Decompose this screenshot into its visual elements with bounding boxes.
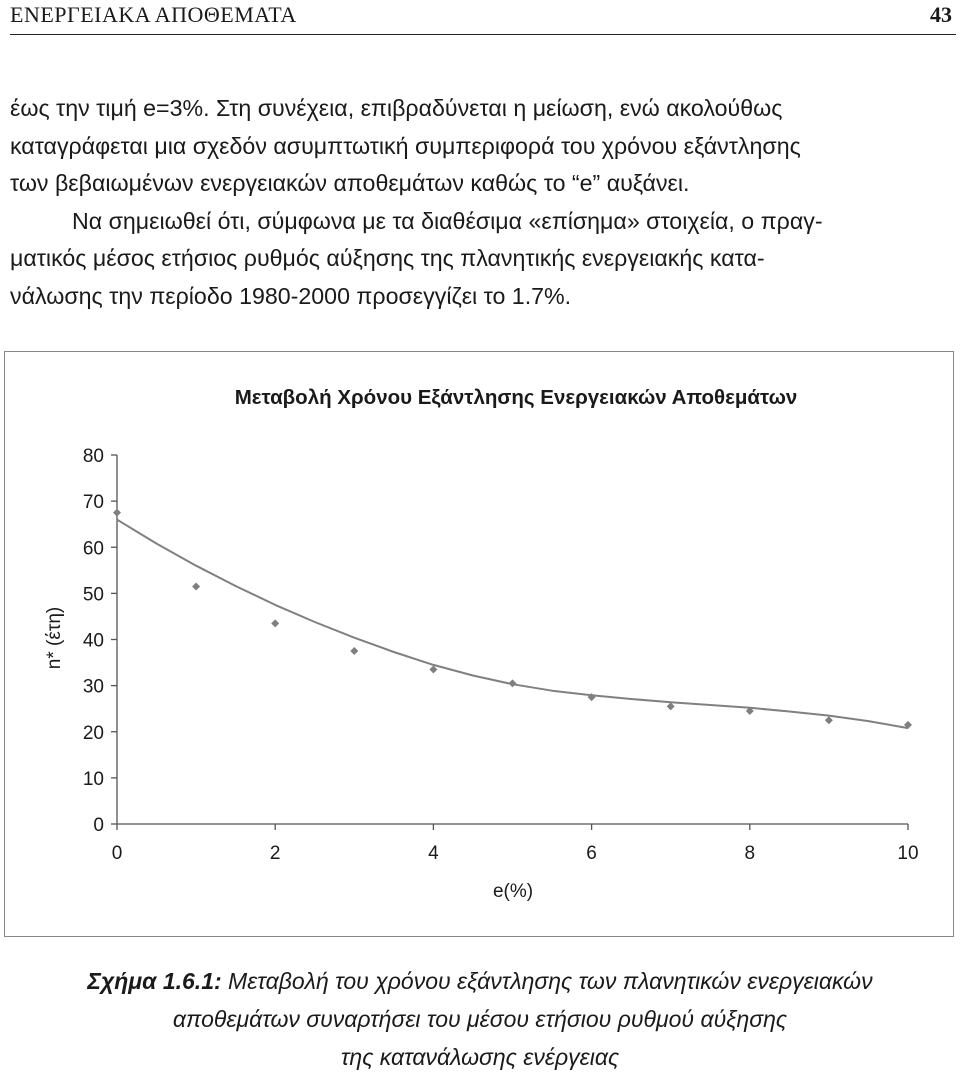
x-axis-label: e(%) (492, 881, 534, 902)
x-tick-label: 4 (428, 843, 439, 864)
figure-caption (0, 962, 960, 1076)
y-tick-label: 30 (82, 676, 104, 698)
caption-label: Σχήμα 1.6.1: (87, 968, 222, 994)
x-tick-label: 10 (897, 843, 919, 864)
text-line: Να σημειωθεί ότι, σύμφωνα με τα διαθέσιμα «επίσημα» στοιχεία, ο πραγ- (72, 207, 823, 234)
x-tick-label: 8 (744, 843, 756, 864)
chapter-title: ΕΝΕΡΓΕΙΑΚΑ ΑΠΟΘΕΜΑΤΑ (10, 2, 297, 27)
trend-line (117, 520, 908, 729)
text-line: των βεβαιωμένων ενεργειακών αποθεμάτων καθώς το “e” αυξάνει. (10, 170, 690, 197)
x-tick-label: 6 (586, 843, 597, 864)
data-point (113, 509, 121, 517)
page-number: 43 (930, 2, 952, 27)
data-point (271, 619, 279, 627)
text-line: ματικός μέσος ετήσιος ρυθμός αύξησης της πλανητικής ενεργειακής κατα- (10, 245, 765, 272)
y-tick-label: 80 (82, 446, 104, 467)
y-tick-label: 70 (82, 492, 104, 514)
y-tick-label: 0 (93, 815, 104, 836)
y-tick-label: 50 (82, 584, 104, 606)
text-line: καταγράφεται μια σχεδόν ασυμπτωτική συμπεριφορά του χρόνου εξάντλησης (10, 132, 801, 159)
text-line: νάλωσης την περίοδο 1980-2000 προσεγγίζει το 1.7%. (10, 282, 572, 309)
y-axis-label: n* (έτη) (44, 606, 65, 670)
y-tick-label: 10 (82, 768, 104, 790)
caption-line (0, 962, 960, 1000)
data-point (192, 582, 200, 590)
caption-text: Μεταβολή του χρόνου εξάντλησης των πλανητικών ενεργειακών (228, 968, 873, 994)
y-tick-label: 60 (82, 538, 104, 560)
data-point (667, 702, 675, 710)
y-tick-label: 20 (82, 722, 104, 744)
chart-title: Μεταβολή Χρόνου Εξάντλησης Ενεργειακών Αποθεμάτων (234, 386, 798, 409)
caption-line: αποθεμάτων συναρτήσει του μέσου ετήσιου ρυθμού αύξησης (172, 1006, 788, 1032)
data-point (509, 679, 517, 687)
text-line: έως την τιμή e=3%. Στη συνέχεια, επιβραδύνεται η μείωση, ενώ ακολούθως (10, 95, 783, 121)
x-tick-label: 2 (269, 843, 281, 864)
x-tick-label: 0 (111, 843, 123, 864)
caption-line: της κατανάλωσης ενέργειας (340, 1044, 620, 1070)
data-point (825, 716, 833, 724)
y-tick-label: 40 (82, 630, 104, 652)
data-point (350, 647, 358, 655)
